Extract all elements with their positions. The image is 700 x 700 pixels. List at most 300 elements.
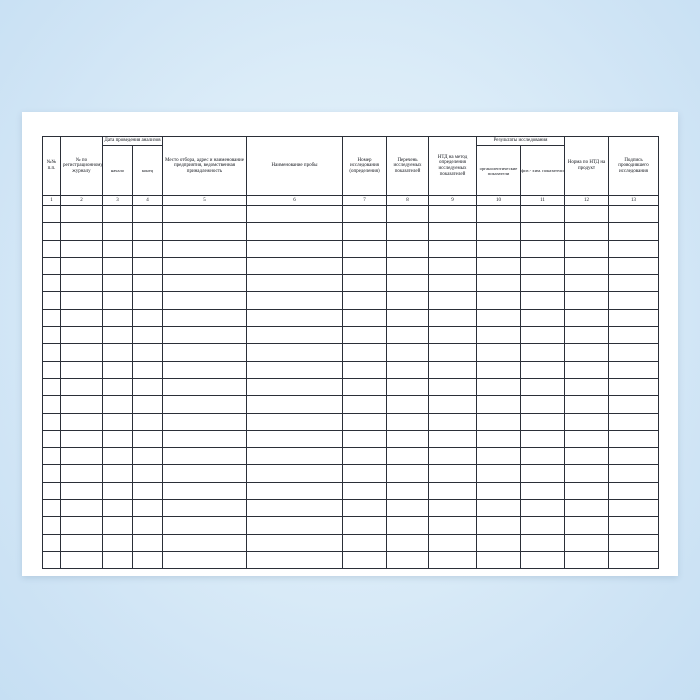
table-cell[interactable] (565, 361, 609, 378)
table-cell[interactable] (429, 448, 477, 465)
table-cell[interactable] (429, 517, 477, 534)
table-cell[interactable] (429, 275, 477, 292)
table-cell[interactable] (163, 482, 247, 499)
table-cell[interactable] (477, 517, 521, 534)
table-row[interactable] (43, 361, 659, 378)
table-cell[interactable] (43, 396, 61, 413)
table-cell[interactable] (565, 257, 609, 274)
table-cell[interactable] (61, 517, 103, 534)
table-cell[interactable] (387, 309, 429, 326)
table-cell[interactable] (387, 396, 429, 413)
table-cell[interactable] (103, 361, 133, 378)
table-cell[interactable] (565, 500, 609, 517)
table-cell[interactable] (247, 257, 343, 274)
table-cell[interactable] (133, 448, 163, 465)
table-cell[interactable] (477, 361, 521, 378)
table-cell[interactable] (133, 430, 163, 447)
table-cell[interactable] (477, 500, 521, 517)
table-cell[interactable] (477, 396, 521, 413)
paper-sheet (22, 112, 678, 576)
table-cell[interactable] (565, 482, 609, 499)
table-cell[interactable] (343, 292, 387, 309)
table-cell[interactable] (609, 448, 659, 465)
table-cell[interactable] (609, 551, 659, 568)
table-cell[interactable] (163, 465, 247, 482)
table-row[interactable] (43, 517, 659, 534)
table-cell[interactable] (387, 344, 429, 361)
table-cell[interactable] (133, 500, 163, 517)
table-cell[interactable] (163, 551, 247, 568)
table-cell[interactable] (133, 465, 163, 482)
table-cell[interactable] (609, 430, 659, 447)
table-cell[interactable] (343, 534, 387, 551)
table-cell[interactable] (521, 430, 565, 447)
table-cell[interactable] (247, 534, 343, 551)
table-cell[interactable] (61, 413, 103, 430)
table-row[interactable] (43, 309, 659, 326)
table-cell[interactable] (43, 292, 61, 309)
table-cell[interactable] (163, 361, 247, 378)
table-row[interactable] (43, 396, 659, 413)
table-cell[interactable] (387, 500, 429, 517)
table-cell[interactable] (429, 378, 477, 395)
table-cell[interactable] (477, 292, 521, 309)
table-row[interactable] (43, 378, 659, 395)
table-cell[interactable] (609, 500, 659, 517)
table-row[interactable] (43, 482, 659, 499)
table-cell[interactable] (387, 534, 429, 551)
table-cell[interactable] (521, 534, 565, 551)
table-row[interactable] (43, 551, 659, 568)
table-cell[interactable] (609, 482, 659, 499)
table-cell[interactable] (429, 500, 477, 517)
table-cell[interactable] (387, 378, 429, 395)
table-cell[interactable] (103, 551, 133, 568)
table-cell[interactable] (61, 206, 103, 223)
table-row[interactable] (43, 534, 659, 551)
table-cell[interactable] (61, 327, 103, 344)
table-cell[interactable] (477, 482, 521, 499)
table-cell[interactable] (103, 378, 133, 395)
table-cell[interactable] (429, 344, 477, 361)
table-cell[interactable] (477, 327, 521, 344)
table-cell[interactable] (343, 500, 387, 517)
table-cell[interactable] (565, 430, 609, 447)
table-cell[interactable] (247, 309, 343, 326)
table-row[interactable] (43, 223, 659, 240)
table-cell[interactable] (103, 223, 133, 240)
table-cell[interactable] (61, 534, 103, 551)
table-cell[interactable] (343, 413, 387, 430)
table-cell[interactable] (429, 206, 477, 223)
table-cell[interactable] (247, 482, 343, 499)
table-cell[interactable] (103, 430, 133, 447)
table-cell[interactable] (609, 257, 659, 274)
table-cell[interactable] (609, 327, 659, 344)
table-cell[interactable] (133, 344, 163, 361)
table-cell[interactable] (43, 206, 61, 223)
table-row[interactable] (43, 465, 659, 482)
table-cell[interactable] (477, 223, 521, 240)
table-row[interactable] (43, 240, 659, 257)
table-cell[interactable] (521, 344, 565, 361)
table-cell[interactable] (133, 361, 163, 378)
table-row[interactable] (43, 344, 659, 361)
table-cell[interactable] (133, 396, 163, 413)
table-cell[interactable] (61, 448, 103, 465)
table-cell[interactable] (103, 482, 133, 499)
table-cell[interactable] (61, 430, 103, 447)
table-cell[interactable] (387, 551, 429, 568)
table-cell[interactable] (103, 309, 133, 326)
table-cell[interactable] (43, 361, 61, 378)
table-cell[interactable] (343, 275, 387, 292)
table-cell[interactable] (247, 396, 343, 413)
table-cell[interactable] (43, 240, 61, 257)
table-cell[interactable] (247, 413, 343, 430)
table-cell[interactable] (103, 448, 133, 465)
table-cell[interactable] (103, 344, 133, 361)
table-cell[interactable] (43, 378, 61, 395)
table-row[interactable] (43, 413, 659, 430)
table-cell[interactable] (247, 292, 343, 309)
table-cell[interactable] (343, 448, 387, 465)
table-cell[interactable] (133, 534, 163, 551)
table-cell[interactable] (247, 517, 343, 534)
table-cell[interactable] (565, 275, 609, 292)
table-cell[interactable] (247, 551, 343, 568)
table-cell[interactable] (609, 223, 659, 240)
table-cell[interactable] (429, 257, 477, 274)
table-cell[interactable] (609, 275, 659, 292)
table-cell[interactable] (61, 275, 103, 292)
table-cell[interactable] (565, 534, 609, 551)
table-cell[interactable] (103, 240, 133, 257)
table-cell[interactable] (247, 430, 343, 447)
table-cell[interactable] (521, 240, 565, 257)
table-cell[interactable] (429, 482, 477, 499)
table-cell[interactable] (429, 309, 477, 326)
table-cell[interactable] (247, 275, 343, 292)
table-cell[interactable] (43, 500, 61, 517)
table-row[interactable] (43, 327, 659, 344)
table-cell[interactable] (477, 206, 521, 223)
table-cell[interactable] (61, 465, 103, 482)
table-cell[interactable] (521, 465, 565, 482)
table-cell[interactable] (429, 534, 477, 551)
table-cell[interactable] (477, 344, 521, 361)
table-cell[interactable] (103, 206, 133, 223)
table-cell[interactable] (343, 517, 387, 534)
table-cell[interactable] (609, 206, 659, 223)
table-cell[interactable] (477, 413, 521, 430)
table-cell[interactable] (565, 413, 609, 430)
table-cell[interactable] (565, 396, 609, 413)
table-cell[interactable] (133, 378, 163, 395)
table-cell[interactable] (343, 430, 387, 447)
table-cell[interactable] (429, 292, 477, 309)
table-cell[interactable] (43, 534, 61, 551)
table-row[interactable] (43, 500, 659, 517)
table-cell[interactable] (609, 465, 659, 482)
table-cell[interactable] (133, 551, 163, 568)
table-cell[interactable] (521, 257, 565, 274)
table-cell[interactable] (247, 361, 343, 378)
table-cell[interactable] (163, 396, 247, 413)
table-cell[interactable] (343, 223, 387, 240)
table-cell[interactable] (565, 327, 609, 344)
table-cell[interactable] (103, 292, 133, 309)
table-cell[interactable] (521, 309, 565, 326)
table-cell[interactable] (43, 448, 61, 465)
table-cell[interactable] (163, 517, 247, 534)
table-cell[interactable] (609, 344, 659, 361)
table-cell[interactable] (521, 378, 565, 395)
table-cell[interactable] (387, 448, 429, 465)
table-cell[interactable] (609, 534, 659, 551)
table-cell[interactable] (61, 223, 103, 240)
table-cell[interactable] (343, 327, 387, 344)
table-cell[interactable] (163, 378, 247, 395)
colnum-12: 12 (565, 196, 609, 206)
table-row[interactable] (43, 292, 659, 309)
table-cell[interactable] (343, 378, 387, 395)
table-cell[interactable] (429, 413, 477, 430)
table-cell[interactable] (387, 517, 429, 534)
table-cell[interactable] (133, 327, 163, 344)
table-cell[interactable] (163, 448, 247, 465)
table-cell[interactable] (61, 551, 103, 568)
table-cell[interactable] (163, 327, 247, 344)
table-cell[interactable] (343, 257, 387, 274)
table-cell[interactable] (61, 309, 103, 326)
table-cell[interactable] (133, 240, 163, 257)
table-cell[interactable] (521, 223, 565, 240)
table-cell[interactable] (247, 327, 343, 344)
table-cell[interactable] (565, 378, 609, 395)
table-cell[interactable] (477, 551, 521, 568)
table-cell[interactable] (343, 465, 387, 482)
table-cell[interactable] (343, 309, 387, 326)
table-cell[interactable] (477, 465, 521, 482)
table-cell[interactable] (477, 448, 521, 465)
table-cell[interactable] (609, 240, 659, 257)
table-cell[interactable] (429, 396, 477, 413)
table-cell[interactable] (387, 257, 429, 274)
table-cell[interactable] (61, 396, 103, 413)
table-cell[interactable] (429, 465, 477, 482)
table-cell[interactable] (609, 309, 659, 326)
table-cell[interactable] (61, 500, 103, 517)
table-cell[interactable] (521, 551, 565, 568)
table-cell[interactable] (565, 206, 609, 223)
table-cell[interactable] (565, 309, 609, 326)
table-cell[interactable] (43, 344, 61, 361)
table-row[interactable] (43, 206, 659, 223)
table-cell[interactable] (43, 309, 61, 326)
table-cell[interactable] (163, 309, 247, 326)
table-cell[interactable] (387, 292, 429, 309)
table-cell[interactable] (477, 257, 521, 274)
table-cell[interactable] (103, 275, 133, 292)
table-cell[interactable] (387, 361, 429, 378)
table-cell[interactable] (387, 413, 429, 430)
table-cell[interactable] (343, 344, 387, 361)
table-cell[interactable] (609, 413, 659, 430)
table-cell[interactable] (343, 396, 387, 413)
table-cell[interactable] (521, 361, 565, 378)
table-cell[interactable] (43, 223, 61, 240)
table-cell[interactable] (521, 292, 565, 309)
table-cell[interactable] (565, 223, 609, 240)
table-cell[interactable] (133, 223, 163, 240)
table-cell[interactable] (429, 430, 477, 447)
table-cell[interactable] (163, 292, 247, 309)
table-cell[interactable] (61, 344, 103, 361)
table-cell[interactable] (477, 275, 521, 292)
table-cell[interactable] (247, 223, 343, 240)
table-head (43, 137, 659, 206)
table-cell[interactable] (61, 292, 103, 309)
table-cell[interactable] (343, 206, 387, 223)
table-cell[interactable] (163, 240, 247, 257)
table-cell[interactable] (133, 482, 163, 499)
table-cell[interactable] (609, 361, 659, 378)
table-cell[interactable] (61, 257, 103, 274)
table-cell[interactable] (103, 500, 133, 517)
table-cell[interactable] (521, 448, 565, 465)
table-cell[interactable] (429, 551, 477, 568)
table-cell[interactable] (343, 361, 387, 378)
table-cell[interactable] (609, 292, 659, 309)
table-cell[interactable] (43, 465, 61, 482)
table-cell[interactable] (565, 344, 609, 361)
table-row[interactable] (43, 257, 659, 274)
table-cell[interactable] (43, 257, 61, 274)
table-cell[interactable] (163, 500, 247, 517)
table-cell[interactable] (163, 223, 247, 240)
header-sampling-place: Место отбора, адрес и наименование предприятия, ведомственная принадлежность (163, 137, 247, 196)
table-cell[interactable] (343, 240, 387, 257)
table-cell[interactable] (247, 448, 343, 465)
table-cell[interactable] (565, 240, 609, 257)
table-cell[interactable] (521, 413, 565, 430)
table-row[interactable] (43, 448, 659, 465)
table-cell[interactable] (103, 517, 133, 534)
table-cell[interactable] (565, 448, 609, 465)
table-cell[interactable] (133, 413, 163, 430)
table-cell[interactable] (163, 430, 247, 447)
table-cell[interactable] (521, 396, 565, 413)
table-cell[interactable] (43, 430, 61, 447)
table-cell[interactable] (609, 378, 659, 395)
table-cell[interactable] (429, 327, 477, 344)
table-cell[interactable] (609, 396, 659, 413)
table-cell[interactable] (521, 206, 565, 223)
table-cell[interactable] (387, 275, 429, 292)
table-cell[interactable] (163, 257, 247, 274)
table-cell[interactable] (247, 465, 343, 482)
table-cell[interactable] (163, 344, 247, 361)
table-cell[interactable] (61, 378, 103, 395)
table-cell[interactable] (565, 465, 609, 482)
table-cell[interactable] (103, 413, 133, 430)
table-cell[interactable] (521, 275, 565, 292)
table-cell[interactable] (565, 292, 609, 309)
table-cell[interactable] (103, 257, 133, 274)
table-cell[interactable] (521, 500, 565, 517)
table-cell[interactable] (43, 517, 61, 534)
table-cell[interactable] (133, 309, 163, 326)
table-cell[interactable] (609, 517, 659, 534)
table-cell[interactable] (387, 327, 429, 344)
table-cell[interactable] (429, 240, 477, 257)
table-cell[interactable] (247, 240, 343, 257)
table-cell[interactable] (133, 517, 163, 534)
table-cell[interactable] (163, 206, 247, 223)
table-cell[interactable] (343, 551, 387, 568)
table-cell[interactable] (477, 240, 521, 257)
table-cell[interactable] (477, 534, 521, 551)
table-cell[interactable] (61, 240, 103, 257)
table-cell[interactable] (343, 482, 387, 499)
table-cell[interactable] (247, 500, 343, 517)
table-cell[interactable] (163, 275, 247, 292)
table-cell[interactable] (565, 517, 609, 534)
table-cell[interactable] (163, 413, 247, 430)
table-cell[interactable] (133, 275, 163, 292)
table-cell[interactable] (43, 482, 61, 499)
table-cell[interactable] (387, 240, 429, 257)
table-cell[interactable] (133, 292, 163, 309)
table-cell[interactable] (429, 223, 477, 240)
table-cell[interactable] (103, 396, 133, 413)
table-cell[interactable] (387, 465, 429, 482)
table-row[interactable] (43, 430, 659, 447)
table-cell[interactable] (387, 430, 429, 447)
table-cell[interactable] (477, 378, 521, 395)
table-cell[interactable] (103, 534, 133, 551)
table-cell[interactable] (43, 551, 61, 568)
table-cell[interactable] (163, 534, 247, 551)
table-cell[interactable] (521, 482, 565, 499)
table-cell[interactable] (387, 206, 429, 223)
table-cell[interactable] (477, 430, 521, 447)
table-cell[interactable] (43, 275, 61, 292)
table-cell[interactable] (103, 465, 133, 482)
table-cell[interactable] (247, 206, 343, 223)
table-cell[interactable] (477, 309, 521, 326)
table-row[interactable] (43, 275, 659, 292)
table-cell[interactable] (61, 361, 103, 378)
table-cell[interactable] (43, 413, 61, 430)
table-cell[interactable] (61, 482, 103, 499)
table-cell[interactable] (521, 517, 565, 534)
table-cell[interactable] (103, 327, 133, 344)
table-cell[interactable] (247, 344, 343, 361)
table-cell[interactable] (565, 551, 609, 568)
table-cell[interactable] (387, 223, 429, 240)
colnum-9: 9 (429, 196, 477, 206)
table-cell[interactable] (43, 327, 61, 344)
header-date-end: конец (133, 146, 163, 196)
table-cell[interactable] (387, 482, 429, 499)
table-cell[interactable] (429, 361, 477, 378)
table-cell[interactable] (521, 327, 565, 344)
table-cell[interactable] (247, 378, 343, 395)
table-cell[interactable] (133, 206, 163, 223)
table-cell[interactable] (133, 257, 163, 274)
